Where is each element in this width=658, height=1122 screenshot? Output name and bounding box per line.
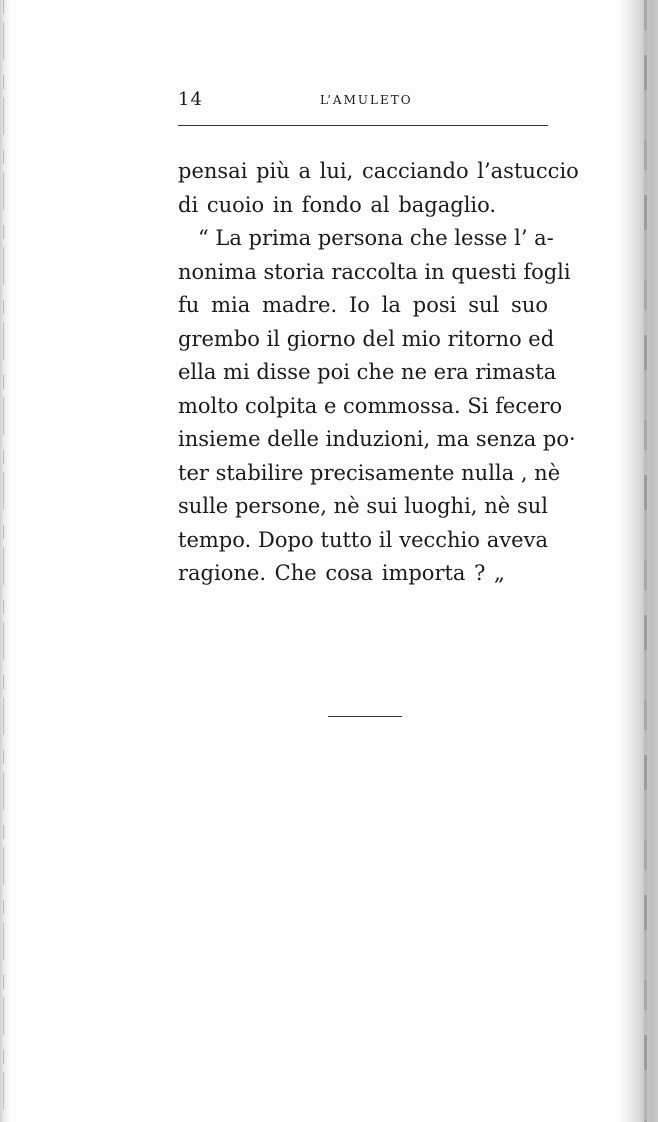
text-line: di cuoio in fondo al bagaglio. bbox=[178, 192, 497, 217]
text-line: fu mia madre. Io la posi sul suo bbox=[178, 293, 548, 317]
text-line: ella mi disse poi che ne era rimasta bbox=[178, 360, 557, 384]
page-number: 14 bbox=[178, 89, 203, 110]
text-line: tempo. Dopo tutto il vecchio aveva bbox=[178, 527, 548, 552]
page-header bbox=[178, 88, 548, 112]
end-rule bbox=[328, 716, 402, 717]
scan-edge-left bbox=[0, 0, 12, 1122]
text-line: sulle persone, nè sui luoghi, nè sul bbox=[178, 494, 548, 518]
text-line: ragione. Che cosa importa ? „ bbox=[178, 561, 505, 585]
scan-edge-right bbox=[618, 0, 658, 1122]
text-line: nonima storia raccolta in questi fogli bbox=[178, 259, 571, 284]
header-rule bbox=[178, 125, 548, 126]
text-line: pensai più a lui, cacciando l’astuccio bbox=[178, 159, 579, 183]
running-head: L’AMULETO bbox=[320, 93, 413, 107]
text-line: insieme delle induzioni, ma senza po· bbox=[178, 427, 576, 451]
text-line: grembo il giorno del mio ritorno ed bbox=[178, 326, 555, 351]
body-text bbox=[178, 155, 579, 591]
text-line: “ La prima persona che lesse l’ a- bbox=[198, 226, 554, 250]
text-line: ter stabilire precisamente nulla , nè bbox=[178, 460, 561, 485]
text-line: molto colpita e commossa. Si fecero bbox=[178, 393, 563, 418]
